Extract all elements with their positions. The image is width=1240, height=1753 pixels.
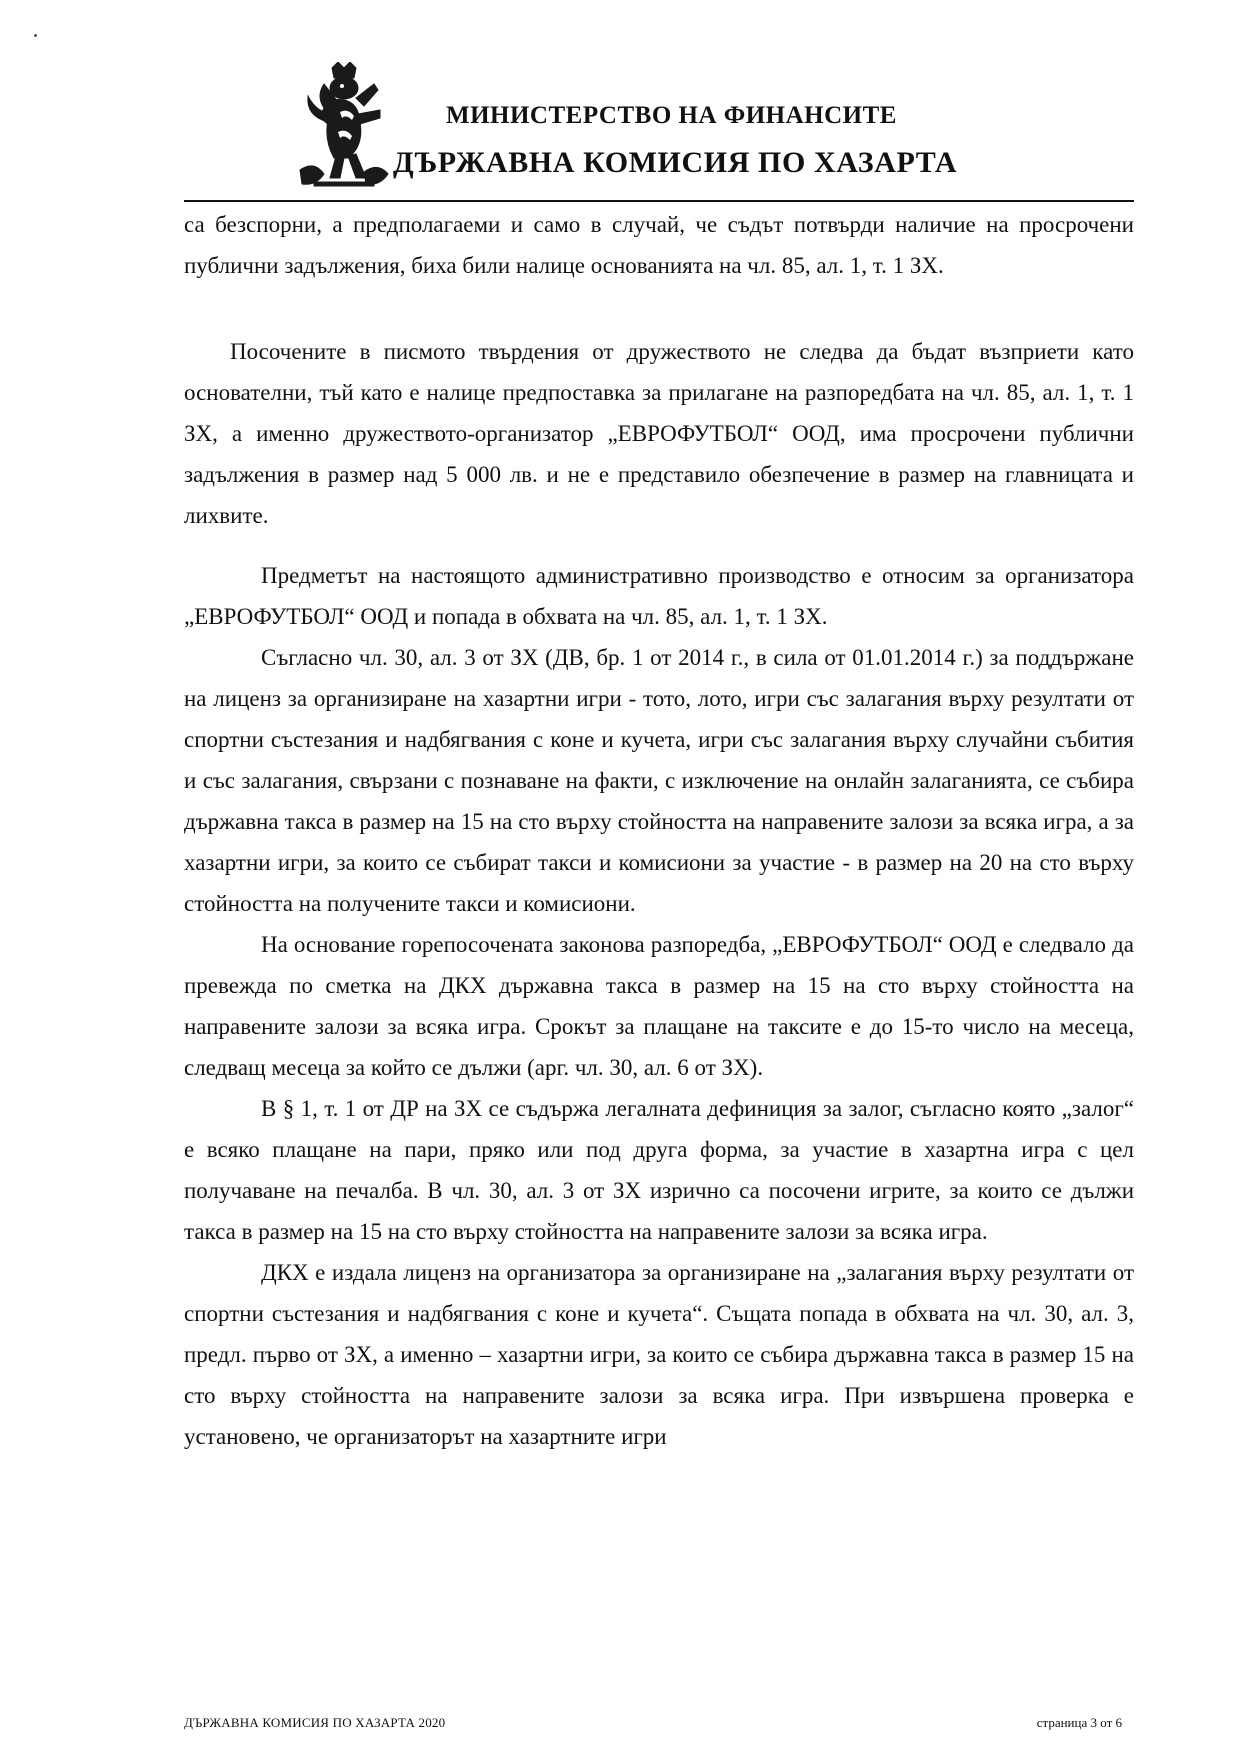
paragraph-gap (184, 536, 1134, 555)
paragraph: ДКХ е издала лиценз на организатора за организиране на „залагания върху резултати от спортни състезания и надбягвания с коне и кучета“. Същата попада в обхвата на чл. 30, ал. 3, предл. първо от ЗХ, а именно – хазартни игри, за които се събира държавна такса в размер 15 на сто върху стойността на направените залози за всяка игра. При извършена проверка е установено, че организаторът на хазартните игри (184, 1260, 1134, 1449)
paragraph: са безспорни, а предполагаеми и само в случай, че съдът потвърди наличие на просрочени публични задължения, биха били налице основанията на чл. 85, ал. 1, т. 1 ЗХ. (184, 212, 1134, 278)
document-body (184, 204, 1134, 1457)
ministry-title: МИНИСТЕРСТВО НА ФИНАНСИТЕ (446, 102, 897, 129)
commission-title: ДЪРЖАВНА КОМИСИЯ ПО ХАЗАРТА (393, 146, 958, 179)
footer-organization: ДЪРЖАВНА КОМИСИЯ ПО ХАЗАРТА 2020 (184, 1715, 446, 1730)
coat-of-arms-emblem (294, 62, 390, 190)
header-divider (184, 200, 1134, 202)
paragraph: В § 1, т. 1 от ДР на ЗХ се съдържа легалната дефиниция за залог, съгласно която „залог“ е всяко плащане на пари, пряко или под друга форма, за участие в хазартна игра с цел получаване на печалба. В чл. 30, ал. 3 от ЗХ изрично са посочени игрите, за които се дължи такса в размер на 15 на сто върху стойността на направените залози за всяка игра. (184, 1096, 1134, 1244)
paragraph: На основание горепосочената законова разпоредба, „ЕВРОФУТБОЛ“ ООД е следвало да превежда по сметка на ДКХ държавна такса в размер на 15 на сто върху стойността на направените залози за всяка игра. Срокът за плащане на таксите е до 15-то число на месеца, следващ месеца за който се дължи (арг. чл. 30, ал. 6 от ЗХ). (184, 932, 1134, 1080)
paragraph: Предметът на настоящото административно производство е относим за организатора „ЕВРОФУТБОЛ“ ООД и попада в обхвата на чл. 85, ал. 1, т. 1 ЗХ. (184, 563, 1134, 629)
paragraph: Посочените в писмото твърдения от дружеството не следва да бъдат възприети като основателни, тъй като е налице предпоставка за прилагане на разпоредбата на чл. 85, ал. 1, т. 1 ЗХ, а именно дружеството-организатор „ЕВРОФУТБОЛ“ ООД, има просрочени публични задължения в размер над 5 000 лв. и не е представило обезпечение в размер на главницата и лихвите. (184, 339, 1134, 528)
scan-speck (34, 34, 37, 37)
page-number: страница 3 от 6 (1036, 1715, 1122, 1730)
paragraph-gap (184, 286, 1134, 331)
paragraph: Съгласно чл. 30, ал. 3 от ЗХ (ДВ, бр. 1 от 2014 г., в сила от 01.01.2014 г.) за поддържане на лиценз за организиране на хазартни игри - тото, лото, игри със залагания върху резултати от спортни състезания и надбягвания с коне и кучета, игри със залагания върху случайни събития и със залагания, свързани с познаване на факти, с изключение на онлайн залаганията, се събира държавна такса в размер на 15 на сто върху стойността на направените залози за всяка игра, а за хазартни игри, за които се събират такси и комисиони за участие - в размер на 20 на сто върху стойността на получените такси и комисиони. (184, 645, 1134, 916)
